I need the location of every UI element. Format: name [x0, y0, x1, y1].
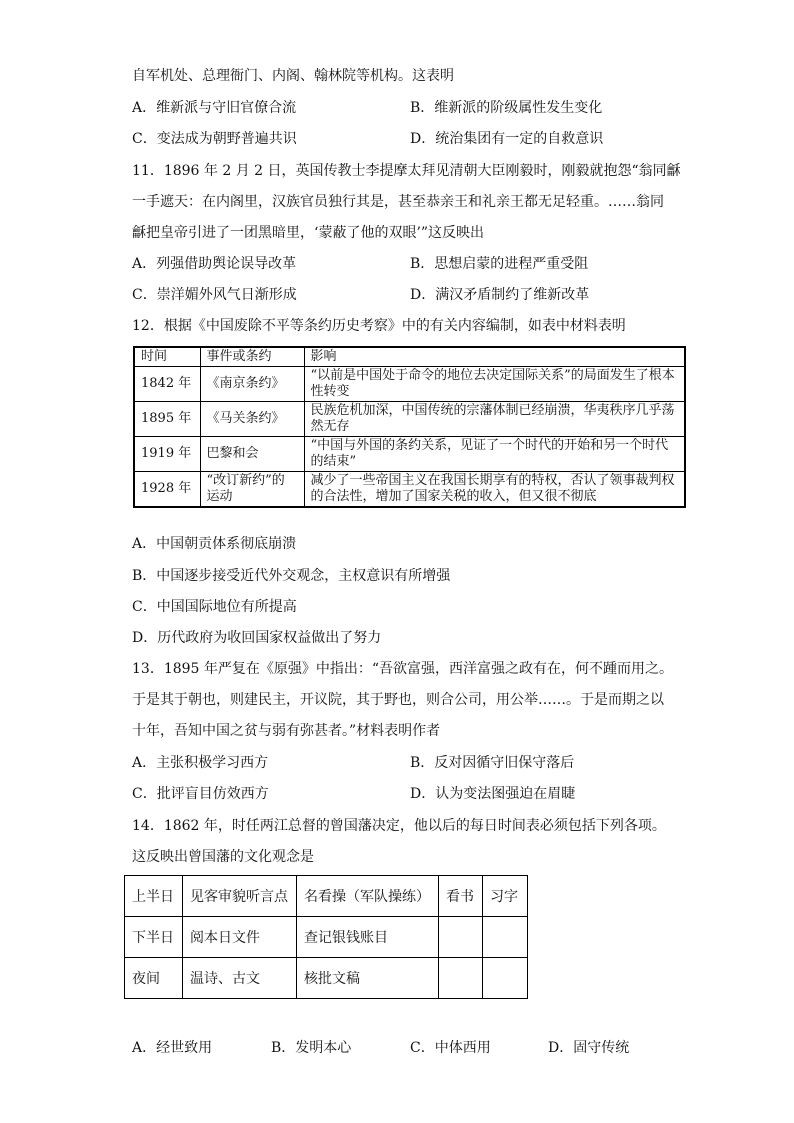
table-header-cell: 时间 [134, 347, 200, 367]
table-cell: 《南京条约》 [200, 367, 304, 402]
table-cell: 看书 [439, 876, 483, 917]
table-cell: 名看操（军队操练） [297, 876, 439, 917]
table-cell: 减少了一些帝国主义在我国长期享有的特权，否认了领事裁判权的合法性，增加了国家关税的收入，但又很不彻底 [304, 472, 685, 508]
table-row [125, 876, 528, 917]
option-b[interactable]: B．思想启蒙的进程严重受阻 [410, 256, 589, 272]
table-header-cell: 影响 [304, 347, 685, 367]
table-row [125, 958, 528, 999]
question-stem-line: 龢把皇帝引进了一团黑暗里，‘蒙蔽了他的双眼’”这反映出 [132, 225, 485, 241]
table-cell: 1928 年 [134, 472, 200, 508]
question-stem-line: 一手遮天：在内阁里，汉族官员独行其是，甚至恭亲王和礼亲王都无足轻重。……翁同 [132, 194, 664, 210]
table-row [134, 367, 685, 402]
table-cell: 1919 年 [134, 437, 200, 472]
table-cell: 核批文稿 [297, 958, 439, 999]
table-cell: 习字 [483, 876, 528, 917]
table-cell: 下半日 [125, 917, 183, 958]
table-header-cell: 事件或条约 [200, 347, 304, 367]
table-row [134, 402, 685, 437]
table-cell [483, 958, 528, 999]
option-c[interactable]: C．批评盲目仿效西方 [132, 786, 269, 802]
schedule-table [124, 875, 528, 999]
option-d[interactable]: D．历代政府为收回国家权益做出了努力 [132, 630, 382, 646]
table-cell: 1895 年 [134, 402, 200, 437]
table-cell: 温诗、古文 [183, 958, 297, 999]
question-stem-line: 这反映出曾国藩的文化观念是 [132, 849, 314, 865]
table-cell: “改订新约”的运动 [200, 472, 304, 508]
option-d[interactable]: D．满汉矛盾制约了维新改革 [410, 287, 590, 303]
table-cell: 1842 年 [134, 367, 200, 402]
option-b[interactable]: B．发明本心 [271, 1040, 352, 1056]
option-c[interactable]: C．崇洋媚外风气日渐形成 [132, 287, 297, 303]
question-stem-line: 13．1895 年严复在《原强》中指出：“吾欲富强，西洋富强之政有在，何不踵而用之。 [132, 661, 674, 677]
table-cell [439, 917, 483, 958]
table-cell: 民族危机加深，中国传统的宗藩体制已经崩溃，华夷秩序几乎荡然无存 [304, 402, 685, 437]
option-d[interactable]: D．统治集团有一定的自救意识 [410, 131, 604, 147]
option-b[interactable]: B．中国逐步接受近代外交观念，主权意识有所增强 [132, 568, 451, 584]
option-a[interactable]: A．中国朝贡体系彻底崩溃 [132, 536, 297, 552]
question-stem-line: 11．1896 年 2 月 2 日，英国传教士李提摩太拜见清朝大臣刚毅时，刚毅就抱怨“翁同龢 [132, 163, 681, 179]
question-stem-line: 自军机处、总理衙门、内阁、翰林院等机构。这表明 [132, 68, 454, 84]
option-a[interactable]: A．维新派与守旧官僚合流 [132, 100, 297, 116]
option-c[interactable]: C．中国国际地位有所提高 [132, 599, 297, 615]
table-row [125, 917, 528, 958]
question-stem-line: 于是其于朝也，则建民主，开议院，其于野也，则合公司，用公举……。于是而期之以 [132, 692, 664, 708]
option-c[interactable]: C．中体西用 [410, 1040, 491, 1056]
treaty-table [133, 346, 686, 508]
table-row [134, 472, 685, 508]
option-d[interactable]: D．固守传统 [548, 1040, 630, 1056]
question-stem-line: 12．根据《中国废除不平等条约历史考察》中的有关内容编制，如表中材料表明 [132, 318, 626, 334]
table-row [134, 437, 685, 472]
option-a[interactable]: A．列强借助舆论误导改革 [132, 256, 297, 272]
question-stem-line: 14．1862 年，时任两江总督的曾国藩决定，他以后的每日时间表必须包括下列各项。 [132, 818, 666, 834]
table-cell: 夜间 [125, 958, 183, 999]
table-cell: 阅本日文件 [183, 917, 297, 958]
table-cell: 见客审貌听言点 [183, 876, 297, 917]
table-cell: 巴黎和会 [200, 437, 304, 472]
table-cell: “中国与外国的条约关系，见证了一个时代的开始和另一个时代的结束” [304, 437, 685, 472]
table-cell: 查记银钱账目 [297, 917, 439, 958]
option-a[interactable]: A．经世致用 [132, 1040, 213, 1056]
table-cell: 上半日 [125, 876, 183, 917]
option-a[interactable]: A．主张积极学习西方 [132, 755, 269, 771]
option-b[interactable]: B．反对因循守旧保守落后 [410, 755, 575, 771]
option-d[interactable]: D．认为变法图强迫在眉睫 [410, 786, 576, 802]
table-header-row [134, 347, 685, 367]
question-stem-line: 十年，吾知中国之贫与弱有弥甚者。”材料表明作者 [132, 723, 441, 739]
table-cell: 《马关条约》 [200, 402, 304, 437]
table-cell: “以前是中国处于命令的地位去决定国际关系”的局面发生了根本性转变 [304, 367, 685, 402]
table-cell [483, 917, 528, 958]
option-b[interactable]: B．维新派的阶级属性发生变化 [410, 100, 603, 116]
table-cell [439, 958, 483, 999]
option-c[interactable]: C．变法成为朝野普遍共识 [132, 131, 297, 147]
